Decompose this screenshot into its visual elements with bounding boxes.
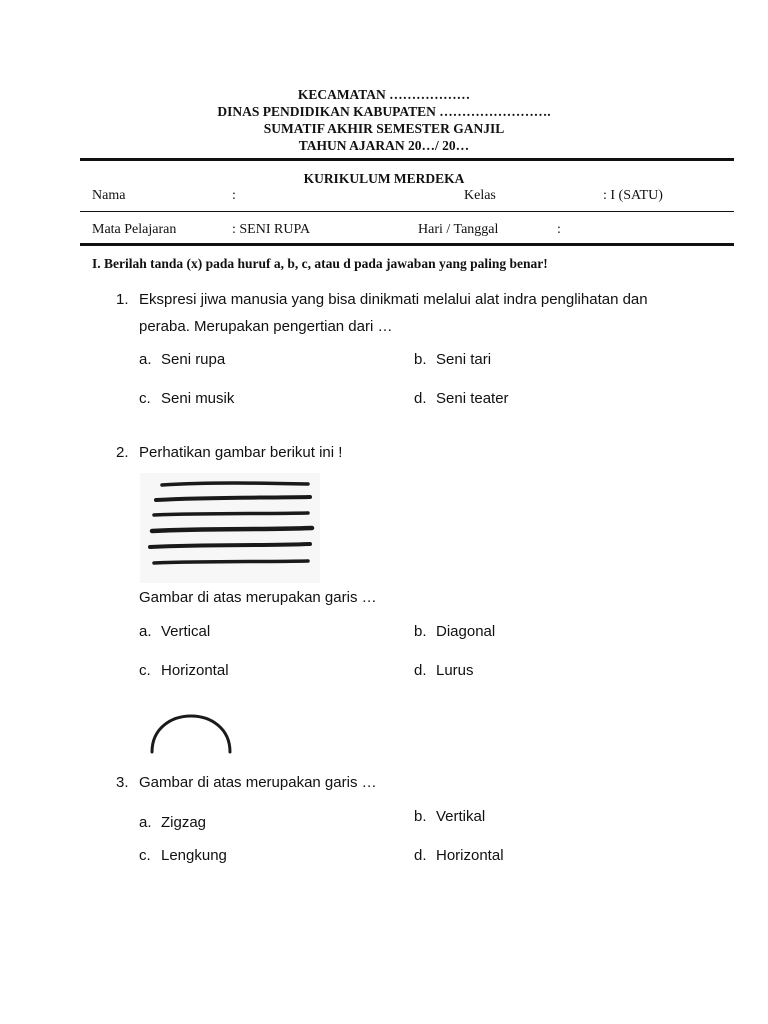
question-3-option-c[interactable] <box>139 847 227 864</box>
option-text: Vertikal <box>436 808 486 825</box>
header-education-office: DINAS PENDIDIKAN KABUPATEN ……………………. <box>217 104 551 119</box>
header-school-year: TAHUN AJARAN 20…/ 20… <box>298 138 470 153</box>
question-1-option-c[interactable] <box>139 390 234 407</box>
option-text: Seni tari <box>436 351 492 368</box>
line-3 <box>154 513 308 515</box>
header-divider-top <box>80 158 734 161</box>
info-divider <box>80 211 734 212</box>
option-text: Horizontal <box>161 662 229 679</box>
question-1-option-b[interactable] <box>414 351 491 368</box>
question-2-option-d[interactable] <box>414 662 474 679</box>
option-letter: b. <box>414 623 427 640</box>
option-text: Lurus <box>436 662 474 679</box>
header-divider-bottom <box>80 243 734 246</box>
kelas-label: Kelas <box>464 188 496 203</box>
option-text: Diagonal <box>436 623 496 640</box>
question-2-text: Perhatikan gambar berikut ini ! <box>139 444 343 461</box>
option-letter: a. <box>139 814 152 831</box>
hari-label: Hari / Tanggal <box>418 222 499 237</box>
mapel-label: Mata Pelajaran <box>92 222 177 237</box>
horizontal-lines-illustration <box>140 473 320 583</box>
header-exam-title: SUMATIF AKHIR SEMESTER GANJIL <box>263 121 505 136</box>
question-1-text: Ekspresi jiwa manusia yang bisa dinikmati melalui alat indra penglihatan dan <box>139 291 648 308</box>
option-letter: b. <box>414 808 427 825</box>
arc-line-illustration <box>140 698 240 758</box>
arc-line <box>152 716 230 752</box>
instruction-text: I. Berilah tanda (x) pada huruf a, b, c, atau d pada jawaban yang paling benar! <box>92 256 548 271</box>
option-letter: d. <box>414 390 427 407</box>
option-letter: a. <box>139 351 152 368</box>
option-text: Seni rupa <box>161 351 226 368</box>
line-4 <box>152 528 312 531</box>
question-2-option-c[interactable] <box>139 662 229 679</box>
option-letter: d. <box>414 847 427 864</box>
option-letter: a. <box>139 623 152 640</box>
nama-separator: : <box>232 188 236 203</box>
option-letter: c. <box>139 662 151 679</box>
option-text: Horizontal <box>436 847 504 864</box>
option-letter: b. <box>414 351 427 368</box>
kelas-value: : I (SATU) <box>603 188 663 203</box>
line-5 <box>150 544 310 547</box>
question-2-option-b[interactable] <box>414 623 495 640</box>
question-1-option-a[interactable] <box>139 351 225 368</box>
option-text: Lengkung <box>161 847 227 864</box>
question-1-text-cont: peraba. Merupakan pengertian dari … <box>139 318 393 335</box>
line-6 <box>154 561 308 563</box>
question-1-number: 1. <box>116 291 129 308</box>
question-3-option-d[interactable] <box>414 847 504 864</box>
question-3-number: 3. <box>116 774 129 791</box>
question-2-option-a[interactable] <box>139 623 210 640</box>
header-district: KECAMATAN ……………… <box>297 87 471 102</box>
question-2-text-cont: Gambar di atas merupakan garis … <box>139 589 377 606</box>
mapel-value: : SENI RUPA <box>232 222 311 237</box>
question-3-option-b[interactable] <box>414 808 485 825</box>
hari-separator: : <box>557 222 561 237</box>
option-letter: d. <box>414 662 427 679</box>
option-letter: c. <box>139 847 151 864</box>
option-text: Seni teater <box>436 390 509 407</box>
line-1 <box>162 483 308 485</box>
option-text: Vertical <box>161 623 211 640</box>
question-3-text: Gambar di atas merupakan garis … <box>139 774 377 791</box>
question-1-option-d[interactable] <box>414 390 509 407</box>
question-2-number: 2. <box>116 444 129 461</box>
curriculum-title: KURIKULUM MERDEKA <box>303 171 465 186</box>
question-3-option-a[interactable] <box>139 814 206 831</box>
option-text: Seni musik <box>161 390 235 407</box>
option-text: Zigzag <box>161 814 207 831</box>
nama-label: Nama <box>92 188 126 203</box>
option-letter: c. <box>139 390 151 407</box>
